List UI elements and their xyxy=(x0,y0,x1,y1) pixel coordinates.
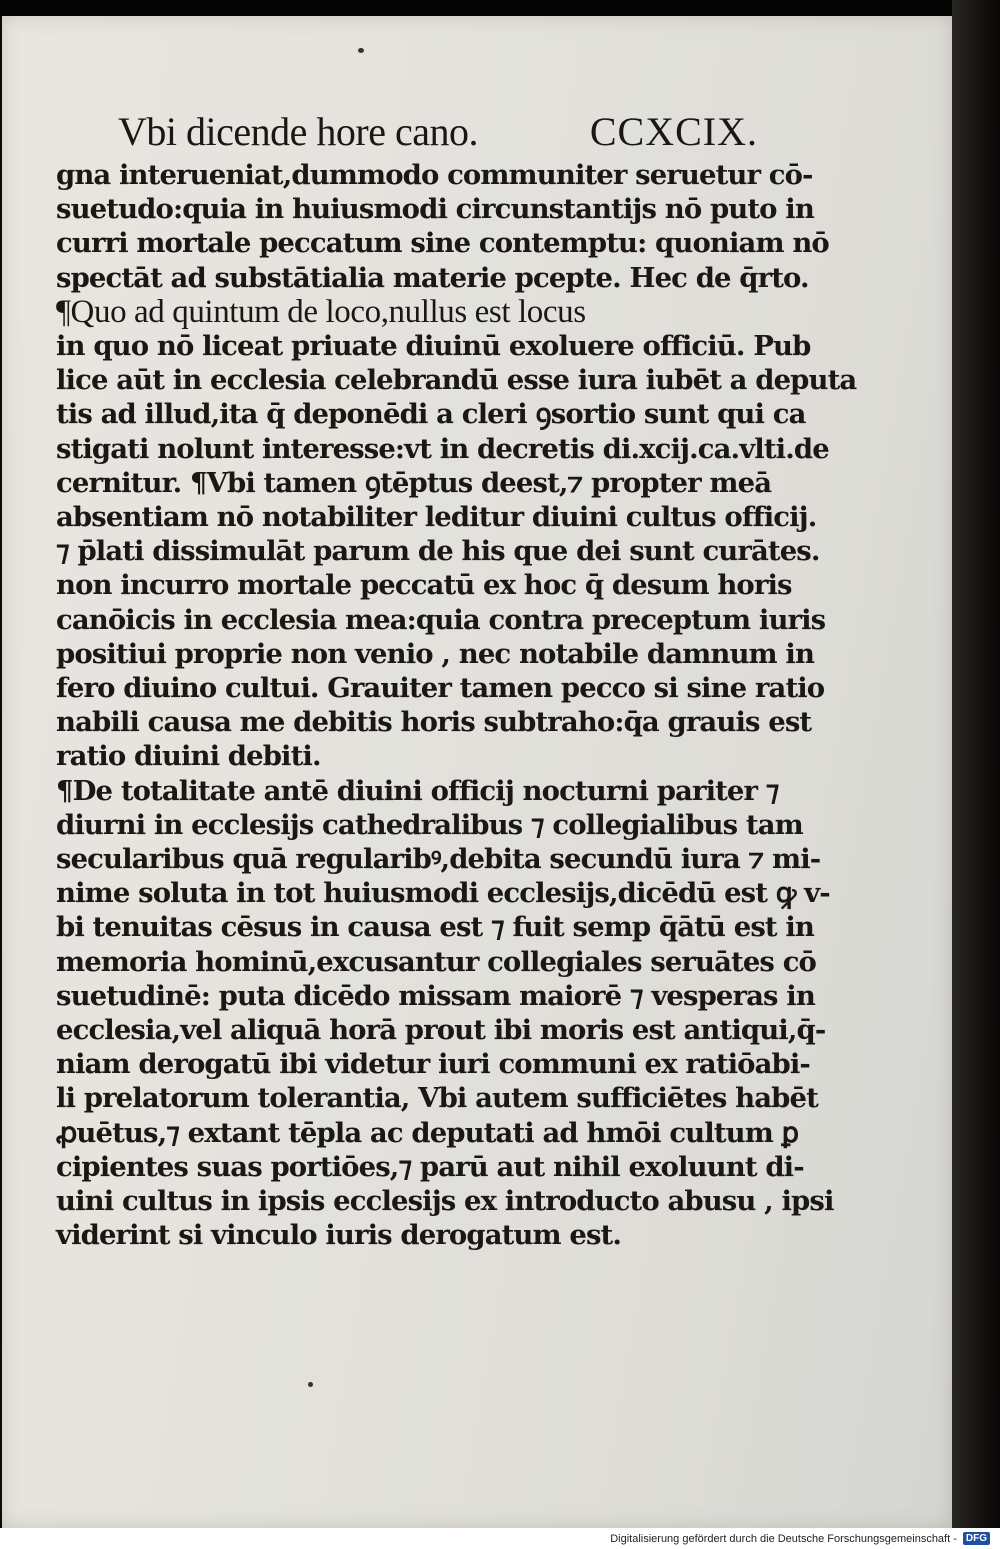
text-line: secularibus quā regularibꝰ,debita secundū iura ⁊ mi- xyxy=(56,843,821,876)
text-line-section-start: ¶Quo ad quintum de loco,nullus est locus xyxy=(56,293,586,330)
text-line: viderint si vinculo iuris derogatum est. xyxy=(56,1219,622,1252)
text-line: fero diuino cultui. Grauiter tamen pecco si sine ratio xyxy=(56,672,825,705)
funding-credit: Digitalisierung gefördert durch die Deutsche Forschungsgemeinschaft - xyxy=(610,1532,957,1545)
running-title: Vbi dicende hore cano. xyxy=(118,109,478,154)
running-head xyxy=(118,108,758,155)
text-line: non incurro mortale peccatū ex hoc q̄ desum horis xyxy=(56,569,792,602)
text-line: curri mortale peccatum sine contemptu: quoniam nō xyxy=(56,227,829,260)
ink-speck xyxy=(308,1382,313,1387)
text-line: ⁊ p̄lati dissimulāt parum de his que dei sunt curātes. xyxy=(56,535,820,568)
ink-speck xyxy=(358,48,364,53)
text-line: nabili causa me debitis horis subtraho:q̄a grauis est xyxy=(56,706,812,739)
text-line: bi tenuitas cēsus in causa est ⁊ fuit semp q̄ātū est in xyxy=(56,911,815,944)
text-line: suetudo:quia in huiusmodi circunstantijs nō puto in xyxy=(56,193,814,226)
text-line: positiui proprie non venio , nec notabile damnum in xyxy=(56,637,815,670)
dfg-logo-icon: DFG xyxy=(963,1532,990,1545)
text-line: suetudinē: puta dicēdo missam maiorē ⁊ vesperas in xyxy=(56,979,815,1012)
text-line: memoria hominū,excusantur collegiales seruātes cō xyxy=(56,945,816,978)
text-line: lice aūt in ecclesia celebrandū esse iura iubēt a deputa xyxy=(56,364,857,397)
text-line: absentiam nō notabiliter leditur diuini cultus officij. xyxy=(56,501,817,534)
text-line: gna interueniat,dummodo communiter seruetur cō- xyxy=(56,159,813,191)
body-text xyxy=(56,158,857,1253)
text-line: ꝓuētus,⁊ extant tēpla ac deputati ad hmōi cultum ꝑ xyxy=(56,1116,799,1149)
text-line: li prelatorum tolerantia, Vbi autem sufficiētes habēt xyxy=(56,1082,818,1115)
text-line: stigati nolunt interesse:vt in decretis di.xcij.ca.vlti.de xyxy=(56,432,829,465)
text-line: ratio diuini debiti. xyxy=(56,740,321,773)
top-border xyxy=(0,0,1000,16)
text-line: uini cultus in ipsis ecclesijs ex introducto abusu , ipsi xyxy=(56,1185,834,1218)
text-line: niam derogatū ibi videtur iuri communi ex ratiōabi- xyxy=(56,1048,810,1081)
text-line: cipientes suas portiōes,⁊ parū aut nihil exoluunt di- xyxy=(56,1150,804,1183)
text-line: canōicis in ecclesia mea:quia contra preceptum iuris xyxy=(56,603,826,636)
folio-number: CCXCIX. xyxy=(589,109,758,154)
text-line: spectāt ad substātialia materie pcepte. Hec de q̄rto. xyxy=(56,261,809,294)
text-line: nime soluta in tot huiusmodi ecclesijs,dicēdū est ꝙ v- xyxy=(56,877,830,910)
text-line: ecclesia,vel aliquā horā prout ibi moris est antiqui,q̄- xyxy=(56,1014,826,1047)
text-line: tis ad illud,ita q̄ deponēdi a cleri ꝯsortio sunt qui ca xyxy=(56,398,806,431)
digitization-footer xyxy=(0,1528,1000,1549)
text-line: cernitur. ¶Vbi tamen ꝯtēptus deest,⁊ propter meā xyxy=(56,466,772,499)
text-line: diurni in ecclesijs cathedralibus ⁊ collegialibus tam xyxy=(56,808,803,841)
page-edge-binding xyxy=(952,0,1000,1528)
text-line: ¶De totalitate antē diuini officij nocturni pariter ⁊ xyxy=(56,774,779,807)
text-line: in quo nō liceat priuate diuinū exoluere officiū. Pub xyxy=(56,330,811,363)
